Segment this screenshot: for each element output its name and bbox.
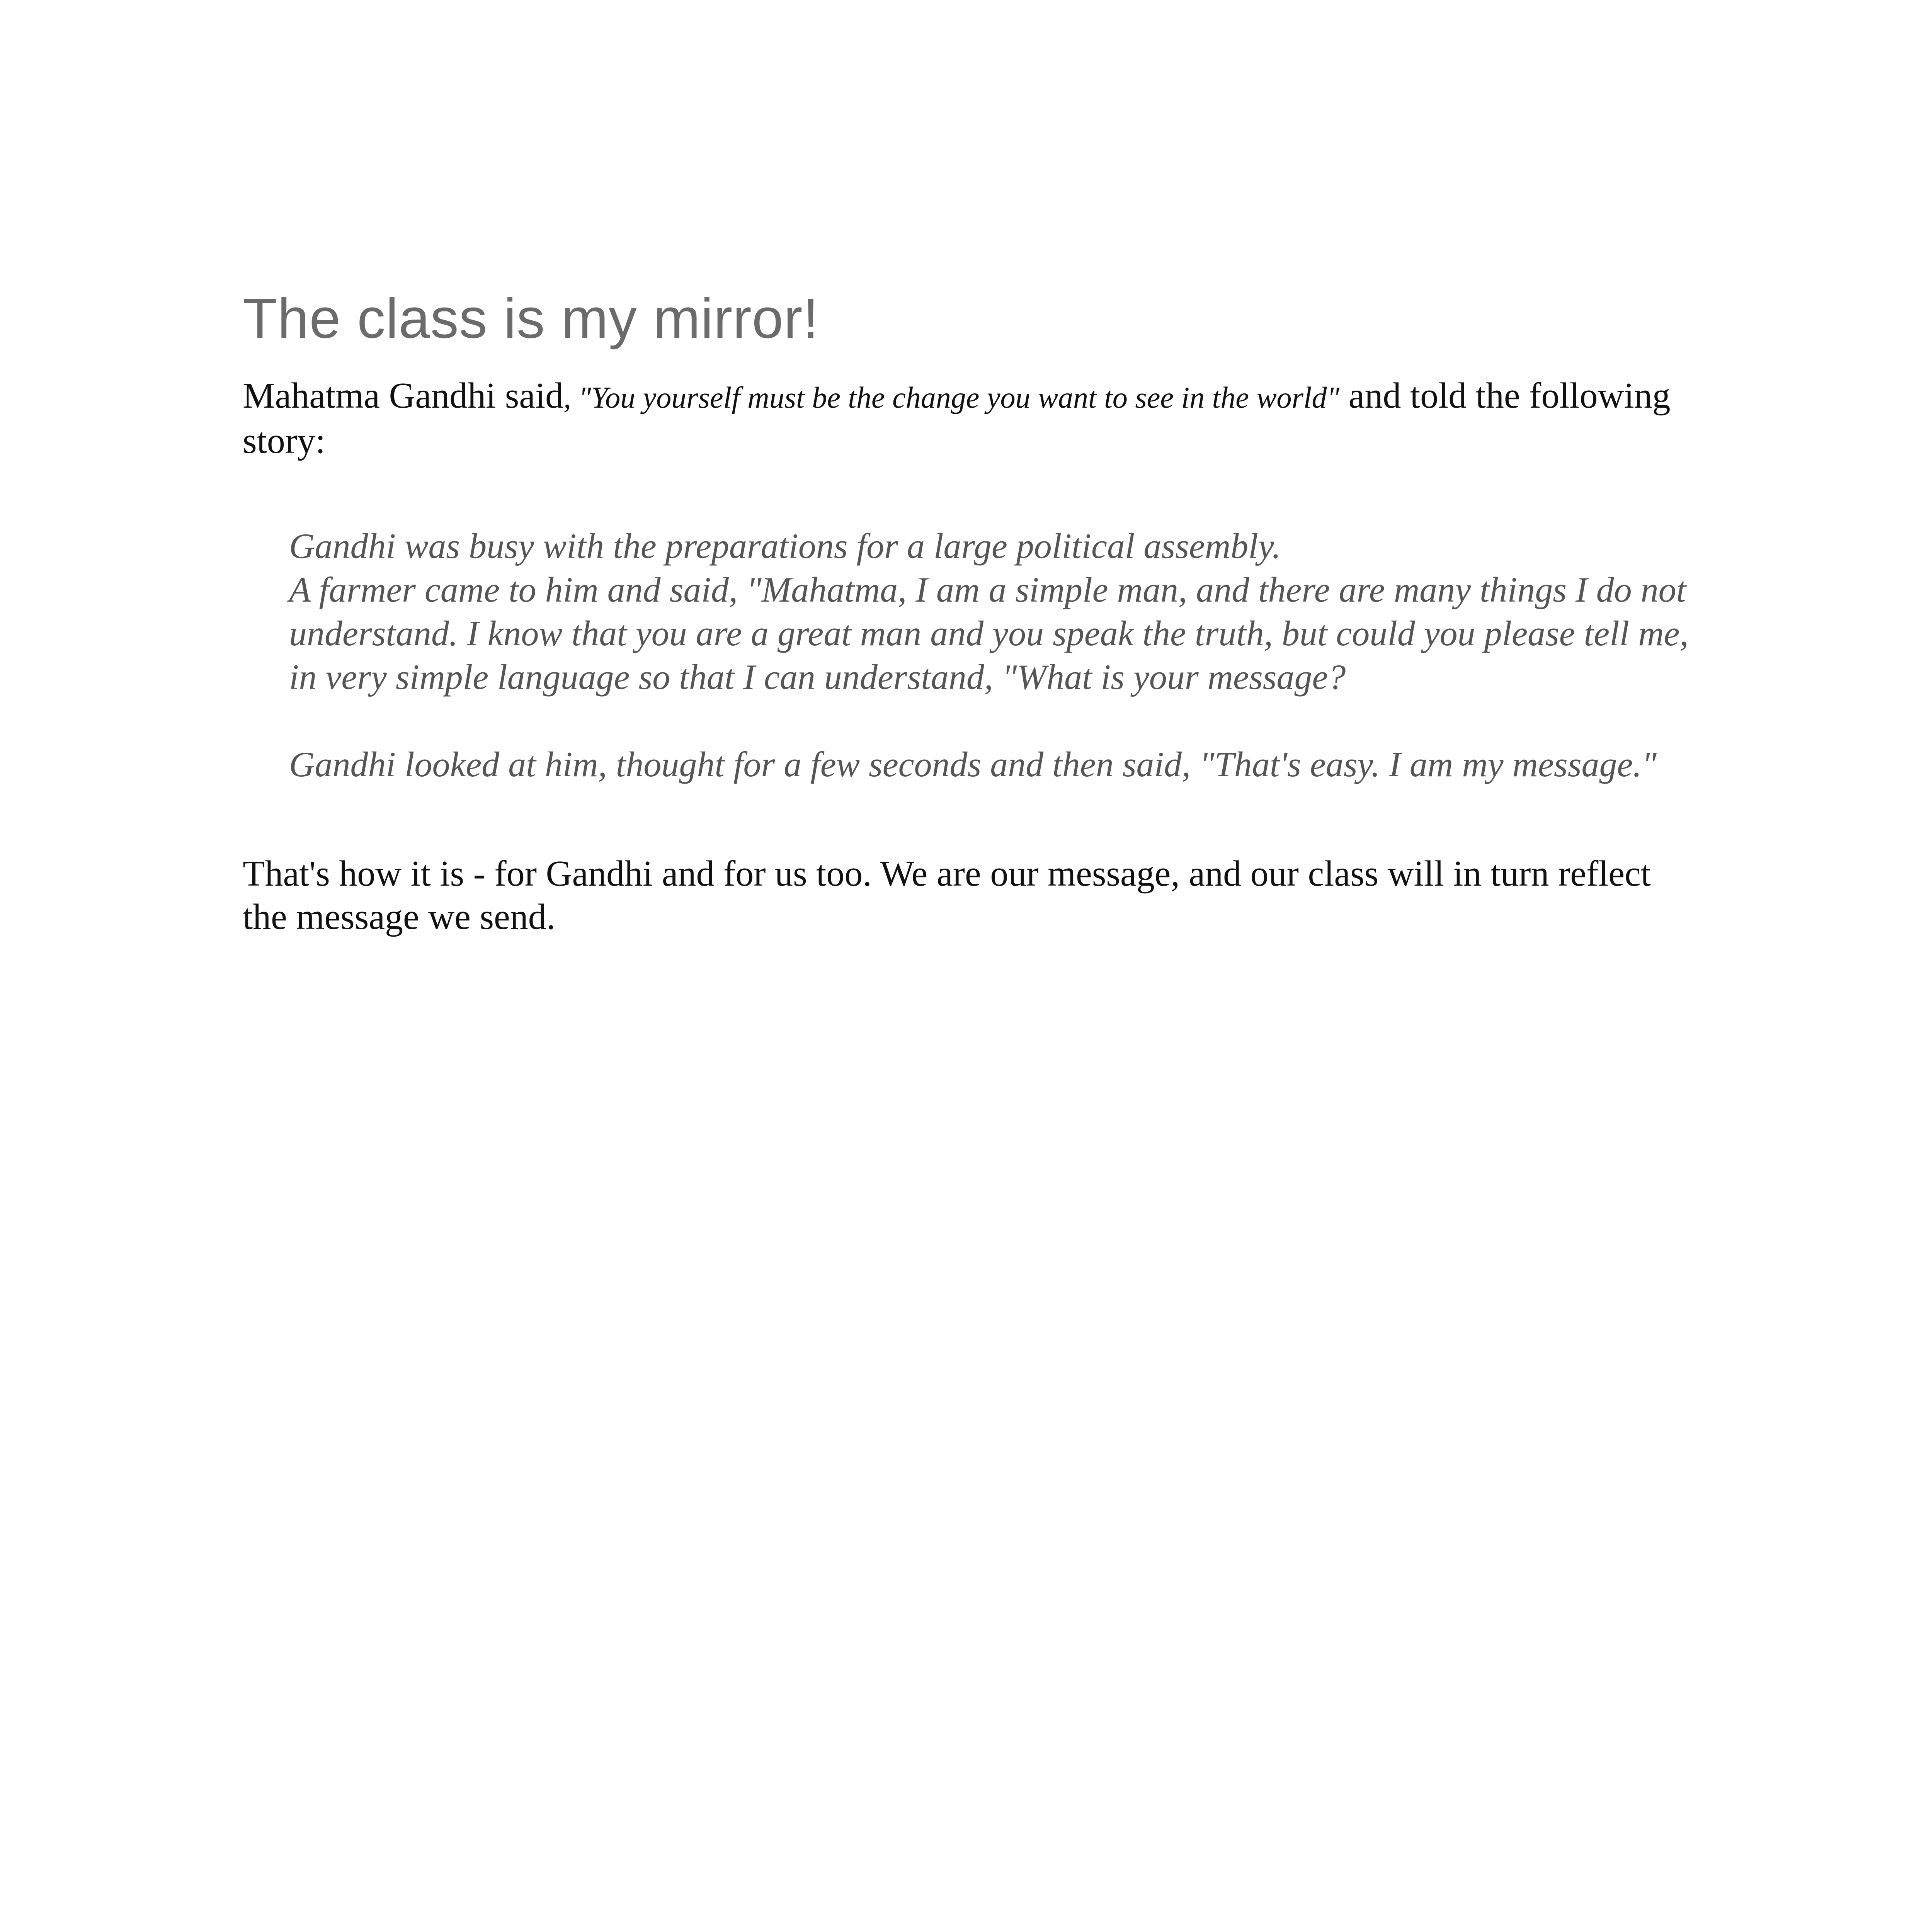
page-title: The class is my mirror! xyxy=(243,287,819,350)
page-content xyxy=(243,286,1689,939)
story-block xyxy=(289,524,1711,786)
story-line-preparations: Gandhi was busy with the preparations for a large political assembly. xyxy=(289,526,1281,566)
gandhi-quote: , "You yourself must be the change you want to see in the world" xyxy=(563,380,1340,414)
story-line-farmer: A farmer came to him and said, "Mahatma, I am a simple man, and there are many things I do not understand. I know that you are a great man and you speak the truth, but could you please tell me, in very simple language so that I can understand, "What is your message? xyxy=(289,570,1689,697)
intro-lead: Mahatma Gandhi said xyxy=(243,375,564,416)
intro-tail: and told the following story: xyxy=(243,375,1671,461)
story-spacer xyxy=(289,699,1711,743)
closing-paragraph: That's how it is - for Gandhi and for us too. We are our message, and our class will in turn reflect the message we send. xyxy=(243,853,1651,937)
intro-paragraph xyxy=(243,374,1672,463)
story-line-answer: Gandhi looked at him, thought for a few seconds and then said, "That's easy. I am my message." xyxy=(289,744,1657,784)
